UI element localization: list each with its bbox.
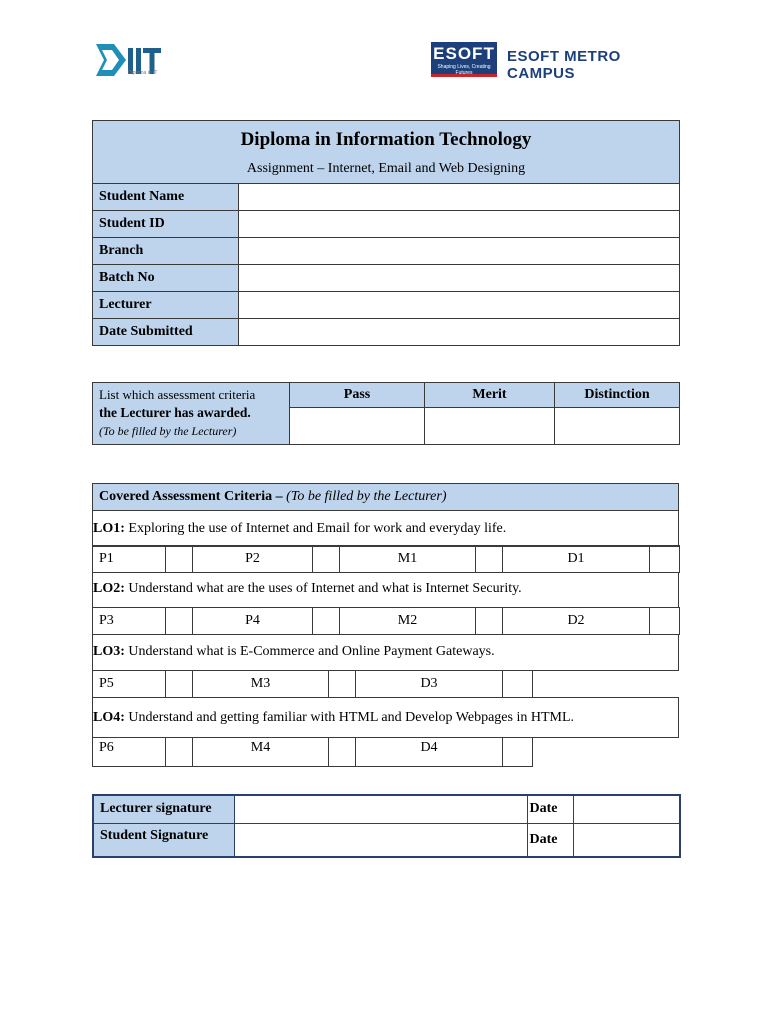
criterion-checkbox[interactable] <box>166 546 193 573</box>
student-id-field[interactable] <box>239 211 680 238</box>
criterion-label: P3 <box>93 608 166 635</box>
field-label: Lecturer <box>93 292 239 319</box>
criterion-checkbox[interactable] <box>166 738 193 767</box>
student-info-table <box>92 120 680 346</box>
outcome-text: Exploring the use of Internet and Email for work and everyday life. <box>128 520 507 536</box>
awards-label-note: (To be filled by the Lecturer) <box>99 424 237 438</box>
awards-label-cell <box>93 383 290 445</box>
criterion-checkbox[interactable] <box>476 608 503 635</box>
field-row <box>93 184 680 211</box>
awards-label-line2: the Lecturer has awarded. <box>99 405 251 420</box>
outcome-text: Understand what are the uses of Internet and what is Internet Security. <box>128 581 522 597</box>
criterion-label: D1 <box>503 546 650 573</box>
criterion-checkbox[interactable] <box>166 671 193 698</box>
diit-logo <box>92 40 172 80</box>
distinction-award-cell[interactable] <box>555 408 680 445</box>
criterion-checkbox[interactable] <box>650 546 680 573</box>
awards-table <box>92 382 680 445</box>
criterion-checkbox[interactable] <box>650 608 680 635</box>
criterion-label: M4 <box>193 738 329 767</box>
branch-field[interactable] <box>239 238 680 265</box>
criteria-section <box>92 483 679 767</box>
awards-column-distinction: Distinction <box>555 383 680 408</box>
page-subtitle: Assignment – Internet, Email and Web Designing <box>246 161 526 176</box>
lecturer-field[interactable] <box>239 292 680 319</box>
outcome-lo2 <box>93 572 679 607</box>
criterion-label: P1 <box>93 546 166 573</box>
field-row <box>93 265 680 292</box>
merit-award-cell[interactable] <box>425 408 555 445</box>
student-signature-label: Student Signature <box>93 823 234 857</box>
criterion-label: D2 <box>503 608 650 635</box>
header-cell <box>93 121 680 184</box>
outcome-code: LO1: <box>93 520 125 536</box>
lecturer-date-label: Date <box>527 795 573 823</box>
criteria-heading-cell <box>93 484 679 511</box>
field-row <box>93 319 680 346</box>
field-label: Date Submitted <box>93 319 239 346</box>
criterion-checkbox[interactable] <box>329 671 356 698</box>
criterion-checkbox[interactable] <box>503 671 533 698</box>
student-name-field[interactable] <box>239 184 680 211</box>
criterion-checkbox[interactable] <box>503 738 533 767</box>
field-row <box>93 211 680 238</box>
outcome-text: Understand what is E-Commerce and Online Payment Gateways. <box>128 643 495 659</box>
lo1-criteria-row <box>92 545 680 573</box>
outcome-lo4 <box>93 698 679 738</box>
criterion-label: D4 <box>356 738 503 767</box>
criteria-heading-note: (To be filled by the Lecturer) <box>286 489 447 504</box>
lecturer-signature-label: Lecturer signature <box>93 795 234 823</box>
criterion-checkbox[interactable] <box>476 546 503 573</box>
lecturer-signature-field[interactable] <box>234 795 527 823</box>
criteria-heading-table <box>92 483 679 547</box>
esoft-logo-box-text: ESOFT <box>433 44 495 63</box>
field-label: Batch No <box>93 265 239 292</box>
field-label: Student Name <box>93 184 239 211</box>
lecturer-date-field[interactable] <box>573 795 680 823</box>
criterion-label: M1 <box>340 546 476 573</box>
outcome-lo2-table <box>92 572 679 608</box>
criterion-label: P6 <box>93 738 166 767</box>
student-signature-field[interactable] <box>234 823 527 857</box>
awards-column-merit: Merit <box>425 383 555 408</box>
esoft-campus-name: ESOFT METRO CAMPUS <box>507 48 621 82</box>
criterion-label: M2 <box>340 608 476 635</box>
criterion-label: P2 <box>193 546 313 573</box>
esoft-logo-box <box>431 42 497 77</box>
field-row <box>93 292 680 319</box>
lo4-criteria-row <box>92 737 533 767</box>
criterion-label: D3 <box>356 671 503 698</box>
field-label: Student ID <box>93 211 239 238</box>
student-date-field[interactable] <box>573 823 680 857</box>
outcome-code: LO4: <box>93 709 125 725</box>
batch-no-field[interactable] <box>239 265 680 292</box>
criterion-checkbox[interactable] <box>313 546 340 573</box>
awards-label-line1: List which assessment criteria <box>99 387 256 402</box>
criterion-label: P4 <box>193 608 313 635</box>
page-title: Diploma in Information Technology <box>240 129 532 150</box>
esoft-logo <box>431 42 681 82</box>
pass-award-cell[interactable] <box>290 408 425 445</box>
outcome-code: LO2: <box>93 581 125 597</box>
lo2-criteria-row <box>92 607 680 635</box>
criterion-checkbox[interactable] <box>166 608 193 635</box>
outcome-lo3 <box>93 634 679 670</box>
awards-column-pass: Pass <box>290 383 425 408</box>
field-row <box>93 238 680 265</box>
criteria-heading: Covered Assessment Criteria – <box>99 489 283 504</box>
diit-logo-tagline: Diploma in IT <box>128 70 158 76</box>
criterion-label: M3 <box>193 671 329 698</box>
lo3-criteria-row <box>92 670 533 698</box>
outcome-lo4-table <box>92 697 679 738</box>
criterion-checkbox[interactable] <box>329 738 356 767</box>
criterion-checkbox[interactable] <box>313 608 340 635</box>
esoft-logo-tagline: Shaping Lives, Creating Futures <box>437 64 491 76</box>
student-date-label: Date <box>527 823 573 857</box>
signature-table <box>92 794 681 858</box>
outcome-text: Understand and getting familiar with HTML and Develop Webpages in HTML. <box>128 709 574 725</box>
criterion-label: P5 <box>93 671 166 698</box>
field-label: Branch <box>93 238 239 265</box>
outcome-lo3-table <box>92 634 679 671</box>
outcome-lo1 <box>93 511 679 547</box>
outcome-code: LO3: <box>93 643 125 659</box>
date-submitted-field[interactable] <box>239 319 680 346</box>
